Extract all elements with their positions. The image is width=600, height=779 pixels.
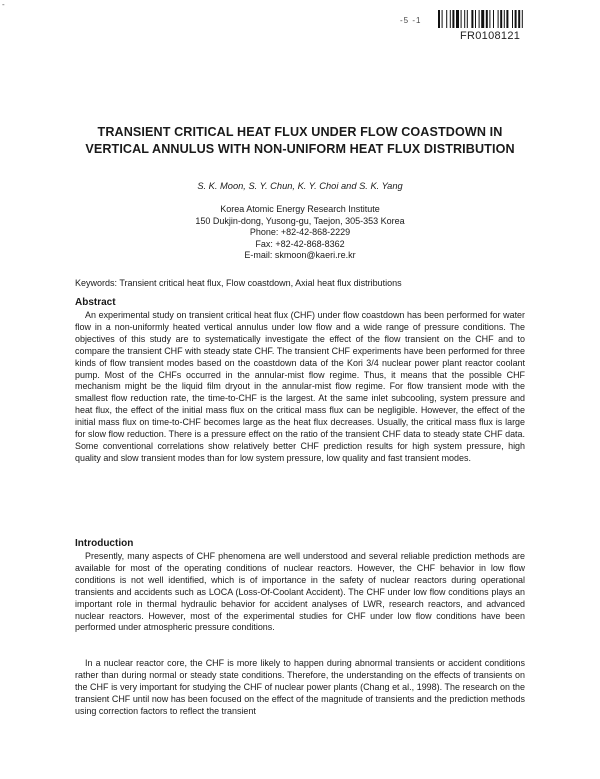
title-line-1: TRANSIENT CRITICAL HEAT FLUX UNDER FLOW COASTDOWN IN [97,125,503,139]
introduction-heading: Introduction [75,538,134,549]
introduction-paragraph-2: In a nuclear reactor core, the CHF is more likely to happen during abnormal transients or accident conditions rather than during normal or steady state conditions. Therefore, the understanding on the effects of transients on the CHF is very important for studying the CHF of nuclear power plants (Chang et al., 1998). The research on the transient CHF until now has been focused on the effect of the magnitude of transients and the prediction methods using correction factors to reflect the transient [75,658,525,716]
email: E-mail: skmoon@kaeri.re.kr [244,250,356,261]
page-marker: -5 -1 [400,16,422,25]
address: 150 Dukjin-dong, Yusong-gu, Taejon, 305-353 Korea [195,215,405,226]
authors: S. K. Moon, S. Y. Chun, K. Y. Choi and S. K. Yang [197,181,403,191]
fax: Fax: +82-42-868-8362 [255,238,345,249]
title-line-2: VERTICAL ANNULUS WITH NON-UNIFORM HEAT FLUX DISTRIBUTION [85,142,515,156]
report-number: FR0108121 [460,30,521,42]
corner-mark: - [2,0,5,9]
phone: Phone: +82-42-868-2229 [249,227,351,238]
institution: Korea Atomic Energy Research Institute [220,204,380,214]
barcode-icon [438,10,556,28]
affiliation [0,204,600,262]
paper-title [40,124,560,158]
keywords: Keywords: Transient critical heat flux, Flow coastdown, Axial heat flux distributions [75,278,402,288]
introduction-paragraph-1: Presently, many aspects of CHF phenomena are well understood and several reliable prediction methods are available for most of the operating conditions of nuclear reactors. However, the CHF behavior in low flow conditions is not well identified, which is of importance in the safety of nuclear reactors during operational transients and accidents such as LOCA (Loss-Of-Coolant Accident). The CHF under low flow conditions plays an important role in thermal hydraulic behavior for accident analyses of LWR, research reactors, and advanced nuclear reactors. However, most of the experimental studies for CHF under low flow conditions have been performed under atmospheric pressure conditions. [75,551,525,633]
abstract-text: An experimental study on transient critical heat flux (CHF) under flow coastdown has been performed for water flow in a non-uniformly heated vertical annulus under low flow and a wide range of pressure conditions. The objectives of this study are to systematically investigate the effect of the flow transient on the CHF and to compare the transient CHF with steady state CHF. The transient CHF experiments have been performed for three kinds of flow transient modes based on the coastdown data of the Kori 3/4 nuclear power plant reactor coolant pump. Most of the CHFs occurred in the annular-mist flow regime. Thus, it means that the possible CHF mechanism might be the liquid film dryout in the annular-mist flow regime. For flow transient mode with the smallest flow reduction rate, the time-to-CHF is the largest. At the same inlet subcooling, system pressure and heat flux, the effect of the initial mass flux on the critical mass flux can be negligible. However, the effect of the initial mass flux on time-to-CHF becomes large as the heat flux decreases. Usually, the critical mass flux is large for slow flow reduction. There is a pressure effect on the ratio of the transient CHF data to steady state CHF data. Some conventional correlations show relatively better CHF prediction results for high system pressure, high quality and slow transient modes than for low system pressure, low quality and fast transient modes. [75,310,525,463]
abstract-heading: Abstract [75,297,116,308]
